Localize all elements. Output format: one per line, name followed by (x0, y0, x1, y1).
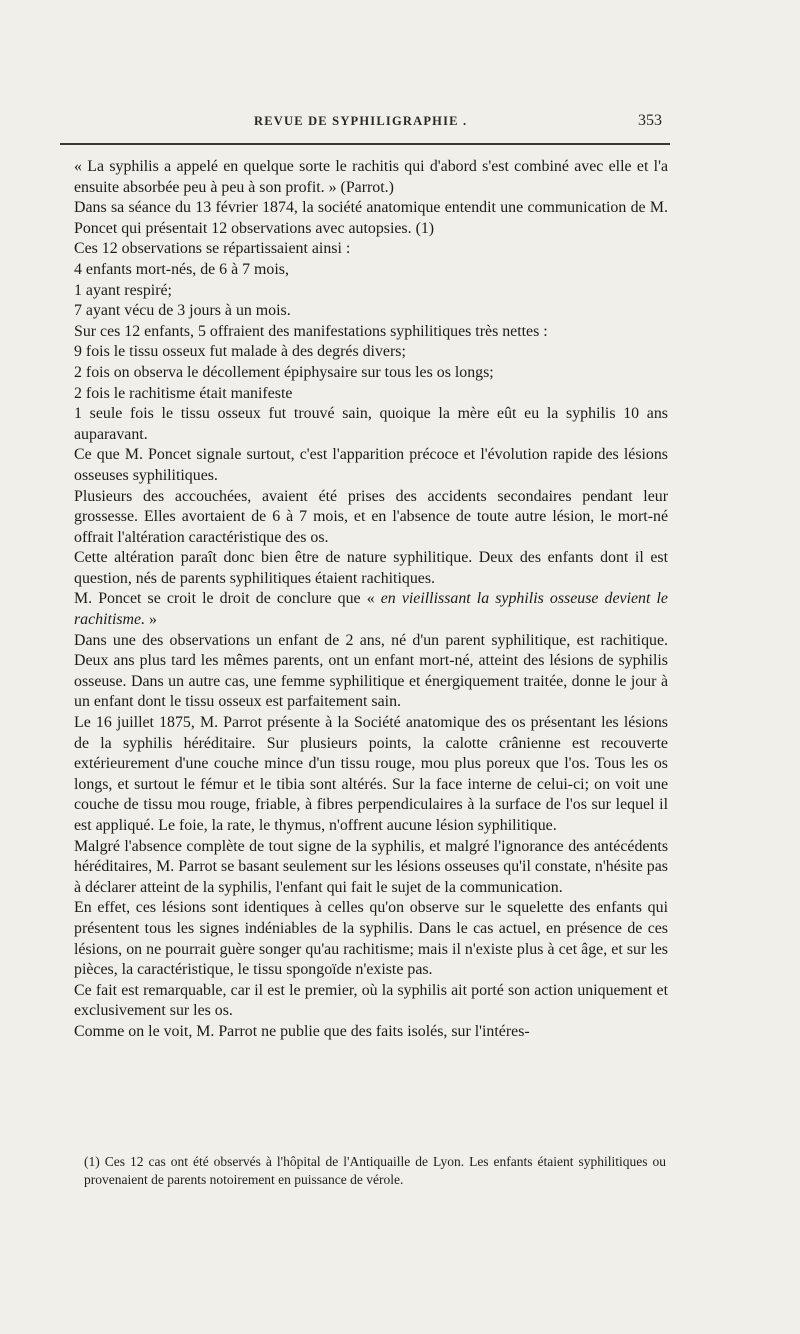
body-text (74, 157, 668, 1043)
list-item-mort-nes: 4 enfants mort-nés, de 6 à 7 mois, (74, 260, 289, 278)
paragraph-en-effet: En effet, ces lésions sont identiques à celles qu'on observe sur le squelette des enfants qui présentent tous les signes indéniables de la syphilis. Dans le cas actuel, en présence de ces lésions, on ne pourrait guère songer qu'au rachitisme; mais il n'existe plus à cet âge, et sur les pièces, la caractéristique, le tissu spongoïde n'existe pas. (74, 899, 668, 979)
list-item-tissu-sain: 1 seule fois le tissu osseux fut trouvé sain, quoique la mère eût eu la syphilis 10 ans auparavant. (74, 405, 668, 443)
list-item-rachitisme: 2 fois le rachitisme était manifeste (74, 384, 293, 402)
paragraph-parrot-1875: Le 16 juillet 1875, M. Parrot présente à la Société anatomique des os présentant les lésions de la syphilis héréditaire. Sur plusieurs points, la calotte crânienne est recouverte extérieurement d'une couche mince d'un tissu rouge, mou plus poreux que l'os. Tous les os longs, et surtout le fémur et le tibia sont altérés. Sur la face interne de celui-ci; on voit une couche de tissu mou rouge, friable, à fibres perpendiculaires à la surface de l'os sur lequel il est appliqué. Le foie, la rate, le thymus, n'offrent aucune lésion syphilitique. (74, 714, 668, 834)
footnote (84, 1153, 666, 1188)
list-item-tissu-malade: 9 fois le tissu osseux fut malade à des degrés divers; (74, 343, 406, 361)
paragraph-alteration: Cette altération paraît donc bien être de nature syphilitique. Deux des enfants dont il est question, nés de parents syphilitiques étaient rachitiques. (74, 549, 668, 587)
paragraph-poncet-signale: Ce que M. Poncet signale surtout, c'est l'apparition précoce et l'évolution rapide des lésions osseuses syphilitiques. (74, 446, 668, 484)
list-item-ayant-respire: 1 ayant respiré; (74, 281, 172, 299)
paragraph-seance-1874: Dans sa séance du 13 février 1874, la société anatomique entendit une communication de M. Poncet qui présentait 12 observations avec autopsies. (1) (74, 199, 668, 237)
page-number: 353 (638, 112, 662, 129)
paragraph-parrot-quote: « La syphilis a appelé en quelque sorte le rachitis qui d'abord s'est combiné avec elle et l'a ensuite absorbée peu à peu à son profit. » (Parrot.) (74, 158, 668, 196)
running-title: REVUE DE SYPHILIGRAPHIE . (254, 114, 468, 128)
paragraph-remarquable: Ce fait est remarquable, car il est le premier, où la syphilis ait porté son action uniquement et exclusivement sur les os. (74, 981, 668, 1020)
paragraph-poncet-conclusion (74, 589, 668, 630)
paragraph-malgre: Malgré l'absence complète de tout signe de la syphilis, et malgré l'ignorance des antécédents héréditaires, M. Parrot se basant seulement sur les lésions osseuses qu'il constate, n'hésite pas à déclarer atteint de la syphilis, l'enfant qui fait le sujet de la communication. (74, 837, 668, 896)
list-item-decollement: 2 fois on observa le décollement épiphysaire sur tous les os longs; (74, 363, 494, 381)
paragraph-manifestations: Sur ces 12 enfants, 5 offraient des manifestations syphilitiques très nettes : (74, 322, 548, 340)
running-head (74, 112, 668, 140)
conclusion-quote: en vieillissant la syphilis osseuse devient le rachitisme. (74, 590, 668, 629)
footnote-text: (1) Ces 12 cas ont été observés à l'hôpital de l'Antiquaille de Lyon. Les enfants étaient syphilitiques ou provenaient de parents notoirement en puissance de vérole. (84, 1154, 666, 1187)
paragraph-comme-on-le-voit: Comme on le voit, M. Parrot ne publie que des faits isolés, sur l'intéres- (74, 1022, 530, 1040)
header-rule (60, 143, 670, 145)
paragraph-accouchees: Plusieurs des accouchées, avaient été prises des accidents secondaires pendant leur grossesse. Elles avortaient de 6 à 7 mois, et en l'absence de toute autre lésion, le mort-né offrait l'altération caractéristique des os. (74, 487, 668, 546)
page (74, 112, 668, 1043)
list-item-ayant-vecu: 7 ayant vécu de 3 jours à un mois. (74, 302, 291, 320)
paragraph-observation-enfant: Dans une des observations un enfant de 2 ans, né d'un parent syphilitique, est rachitique. Deux ans plus tard les mêmes parents, ont un enfant mort-né, atteint des lésions de syphilis osseuse. Dans un autre cas, une femme syphilitique et énergiquement traitée, donne le jour à un enfant dont le tissu osseux est parfaitement sain. (74, 631, 668, 711)
paragraph-repartition: Ces 12 observations se répartissaient ainsi : (74, 240, 351, 258)
conclusion-lead: M. Poncet se croit le droit de conclure que « (74, 590, 381, 608)
conclusion-tail: » (145, 611, 157, 629)
